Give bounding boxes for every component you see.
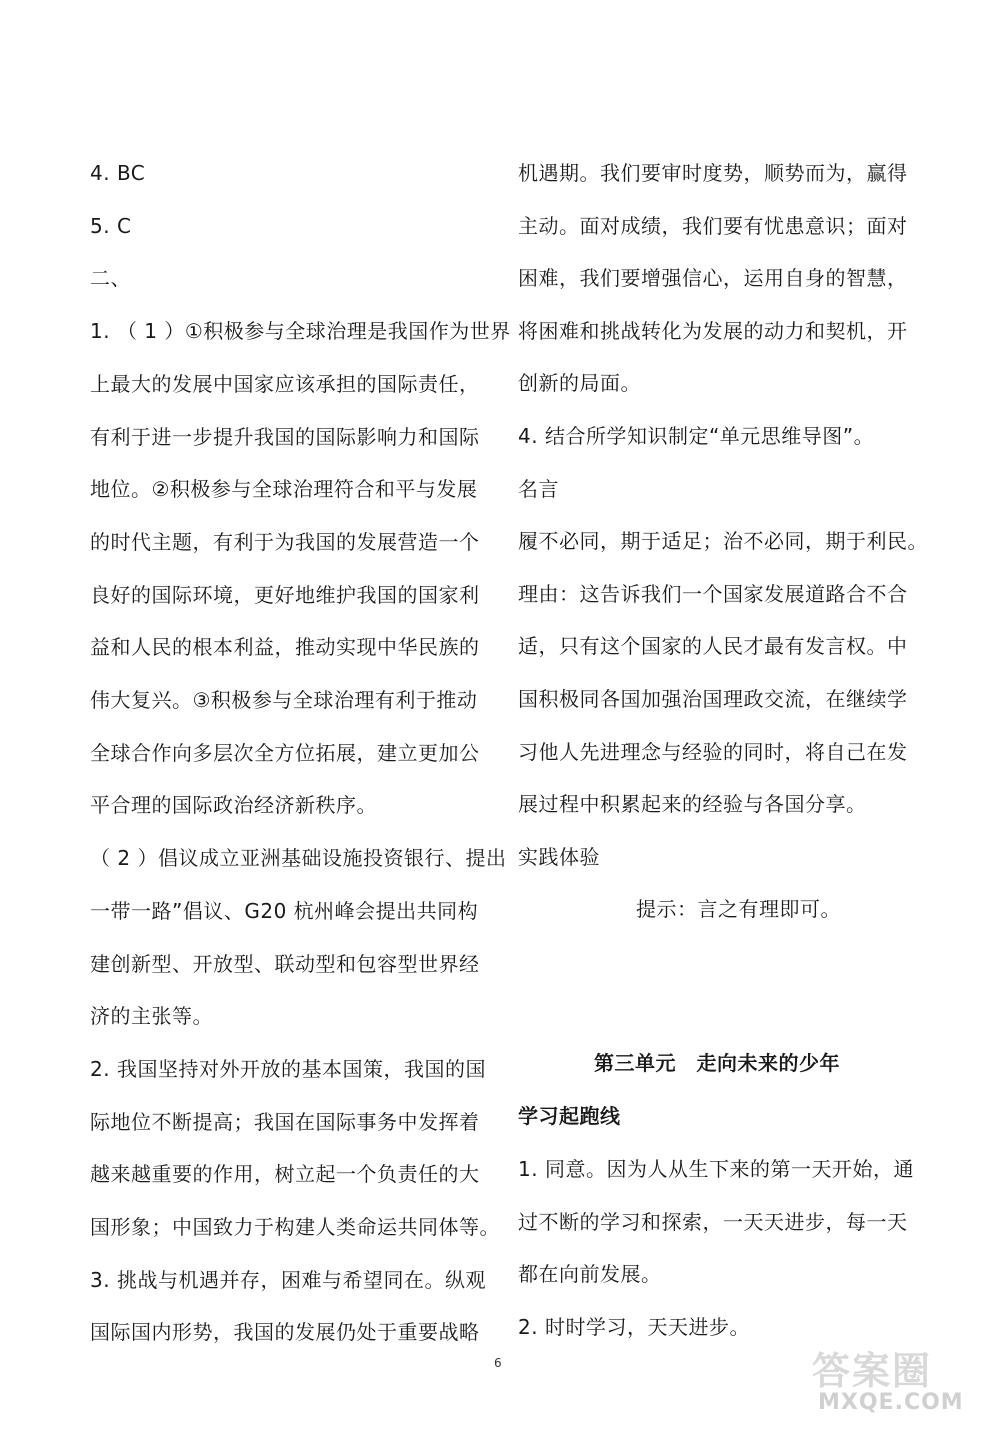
text-line: 实践体验 <box>518 844 600 869</box>
text-line: 2. 时时学习，天天进步。 <box>518 1315 750 1340</box>
text-line: 4. BC <box>90 161 146 185</box>
text-line: 越来越重要的作用，树立起一个负责任的大 <box>90 1162 480 1187</box>
text-line: 平合理的国际政治经济新秩序。 <box>90 793 377 818</box>
text-line: 将困难和挑战转化为发展的动力和契机，开 <box>518 318 908 343</box>
text-line: 适，只有这个国家的人民才最有发言权。中 <box>518 634 908 659</box>
text-line: 3. 挑战与机遇并存，困难与希望同在。纵观 <box>90 1267 486 1292</box>
text-line: 困难，我们要增强信心，运用自身的智慧， <box>518 266 908 291</box>
text-line: 2. 我国坚持对外开放的基本国策，我国的国 <box>90 1056 486 1081</box>
text-line: 主动。面对成绩，我们要有忧患意识；面对 <box>518 213 908 238</box>
text-line: 1. （ 1 ）①积极参与全球治理是我国作为世界 <box>90 319 511 344</box>
text-line: 4. 结合所学知识制定“单元思维导图”。 <box>518 424 875 448</box>
text-line: 二、 <box>90 266 131 291</box>
text-line: 创新的局面。 <box>518 371 641 396</box>
text-line: 良好的国际环境，更好地维护我国的国家利 <box>90 582 480 607</box>
text-line: 建创新型、开放型、联动型和包容型世界经 <box>90 951 480 976</box>
text-line: 上最大的发展中国家应该承担的国际责任， <box>90 371 480 396</box>
page-number: 6 <box>494 1356 502 1370</box>
text-line: 地位。②积极参与全球治理符合和平与发展 <box>90 477 478 502</box>
section-title: 学习起跑线 <box>518 1104 621 1128</box>
text-line: 习他人先进理念与经验的同时，将自己在发 <box>518 739 908 764</box>
watermark-logo: 答案圈 <box>812 1349 933 1393</box>
text-line: 伟大复兴。③积极参与全球治理有利于推动 <box>90 688 478 712</box>
text-line: 1. 同意。因为人从生下来的第一天开始，通 <box>518 1157 914 1181</box>
text-line: 都在向前发展。 <box>518 1262 662 1287</box>
hint-text: 提示：言之有理即可。 <box>636 897 841 921</box>
text-line: 机遇期。我们要审时度势，顺势而为，赢得 <box>518 161 908 185</box>
text-line: 理由：这告诉我们一个国家发展道路合不合 <box>518 581 908 606</box>
text-line: （ 2 ）倡议成立亚洲基础设施投资银行、提出 <box>90 846 507 871</box>
text-line: 济的主张等。 <box>90 1004 213 1029</box>
text-line: 国积极同各国加强治国理政交流，在继续学 <box>518 687 908 711</box>
text-line: 有利于进一步提升我国的国际影响力和国际 <box>90 424 480 449</box>
unit-title: 第三单元 走向未来的少年 <box>594 1051 840 1075</box>
text-line: 履不必同，期于适足；治不必同，期于利民。 <box>518 529 928 554</box>
text-line: 的时代主题，有利于为我国的发展营造一个 <box>90 529 480 554</box>
text-line: 国形象；中国致力于构建人类命运共同体等。 <box>90 1215 500 1239</box>
text-line: 一带一路”倡议、G20 杭州峰会提出共同构 <box>90 898 479 923</box>
text-line: 国际国内形势，我国的发展仍处于重要战略 <box>90 1320 480 1345</box>
text-line: 际地位不断提高；我国在国际事务中发挥着 <box>90 1109 480 1134</box>
text-line: 5. C <box>90 213 132 238</box>
text-line: 全球合作向多层次全方位拓展，建立更加公 <box>90 740 480 765</box>
text-line: 过不断的学习和探索，一天天进步，每一天 <box>518 1209 908 1234</box>
watermark-url: MXQE.COM <box>818 1390 964 1415</box>
text-line: 展过程中积累起来的经验与各国分享。 <box>518 792 867 817</box>
text-line: 名言 <box>518 476 559 501</box>
watermark <box>812 1340 990 1420</box>
text-line: 益和人民的根本利益，推动实现中华民族的 <box>90 635 480 660</box>
